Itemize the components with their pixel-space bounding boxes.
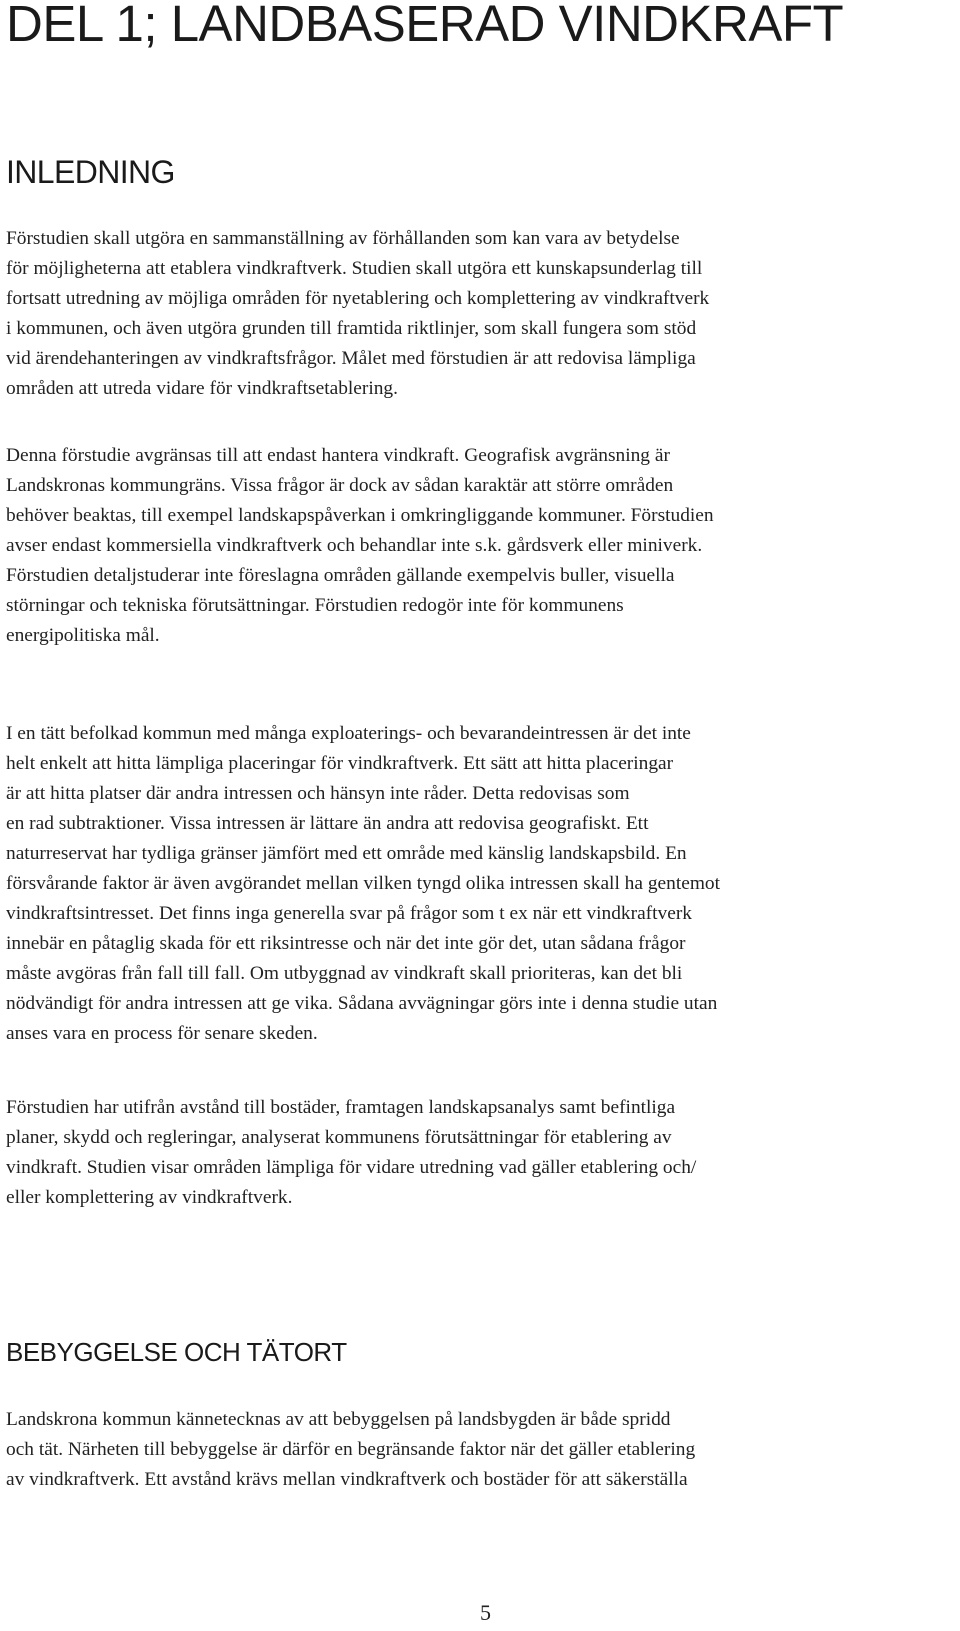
text-line: försvårande faktor är även avgörandet mellan vilken tyngd olika intressen skall ha gentemot [6,873,720,894]
page-title: DEL 1; LANDBASERAD VINDKRAFT [6,0,844,52]
paragraph-intro-4 [6,1093,932,1213]
paragraph-intro-2 [6,441,932,651]
text-line: helt enkelt att hitta lämpliga placeringar för vindkraftverk. Ett sätt att hitta placeringar [6,753,674,774]
text-line: Landskrona kommun kännetecknas av att bebyggelsen på landsbygden är både spridd [6,1409,671,1430]
text-line: nödvändigt för andra intressen att ge vika. Sådana avvägningar görs inte i denna studie utan [6,993,718,1014]
text-line: vindkraftsintresset. Det finns inga generella svar på frågor som t ex när ett vindkraftverk [6,903,692,924]
paragraph-intro-3 [6,719,932,1049]
text-line: vindkraft. Studien visar områden lämpliga för vidare utredning vad gäller etablering och/ [6,1157,697,1178]
text-line: Förstudien detaljstuderar inte föreslagna områden gällande exempelvis buller, visuella [6,565,675,586]
text-line: störningar och tekniska förutsättningar. Förstudien redogör inte för kommunens [6,595,624,616]
text-line: av vindkraftverk. Ett avstånd krävs mellan vindkraftverk och bostäder för att säkerställa [6,1469,688,1490]
text-line: en rad subtraktioner. Vissa intressen är lättare än andra att redovisa geografiskt. Ett [6,813,649,834]
text-line: avser endast kommersiella vindkraftverk och behandlar inte s.k. gårdsverk eller miniverk. [6,535,703,556]
text-line: Förstudien skall utgöra en sammanställning av förhållanden som kan vara av betydelse [6,228,680,249]
text-line: för möjligheterna att etablera vindkraftverk. Studien skall utgöra ett kunskapsunderlag till [6,258,703,279]
text-line: fortsatt utredning av möjliga områden för nyetablering och komplettering av vindkraftverk [6,288,710,309]
text-line: energipolitiska mål. [6,625,160,646]
text-line: planer, skydd och regleringar, analyserat kommunens förutsättningar för etablering av [6,1127,672,1148]
text-line: områden att utreda vidare för vindkraftsetablering. [6,378,398,399]
text-line: Denna förstudie avgränsas till att endast hantera vindkraft. Geografisk avgränsning är [6,445,670,466]
text-line: i kommunen, och även utgöra grunden till framtida riktlinjer, som skall fungera som stöd [6,318,697,339]
text-line: måste avgöras från fall till fall. Om utbyggnad av vindkraft skall prioriteras, kan det bli [6,963,683,984]
text-line: I en tätt befolkad kommun med många exploaterings- och bevarandeintressen är det inte [6,723,691,744]
text-line: Förstudien har utifrån avstånd till bostäder, framtagen landskapsanalys samt befintliga [6,1097,676,1118]
text-line: är att hitta platser där andra intressen och hänsyn inte råder. Detta redovisas som [6,783,630,804]
text-line: och tät. Närheten till bebyggelse är därför en begränsande faktor när det gäller etablering [6,1439,696,1460]
text-line: naturreservat har tydliga gränser jämfört med ett område med känslig landskapsbild. En [6,843,687,864]
text-line: innebär en påtaglig skada för ett riksintresse och när det inte gör det, utan sådana frågor [6,933,686,954]
text-line: vid ärendehanteringen av vindkraftsfrågor. Målet med förstudien är att redovisa lämpliga [6,348,696,369]
paragraph-bebyggelse-1 [6,1405,932,1495]
section-heading-bebyggelse: BEBYGGELSE OCH TÄTORT [6,1337,347,1367]
text-line: behöver beaktas, till exempel landskapspåverkan i omkringliggande kommuner. Förstudien [6,505,714,526]
paragraph-intro-1 [6,224,932,404]
text-line: eller komplettering av vindkraftverk. [6,1187,293,1208]
text-line: Landskronas kommungräns. Vissa frågor är dock av sådan karaktär att större områden [6,475,674,496]
text-line: anses vara en process för senare skeden. [6,1023,318,1044]
section-heading-inledning: INLEDNING [6,154,175,190]
page-number: 5 [480,1600,491,1625]
